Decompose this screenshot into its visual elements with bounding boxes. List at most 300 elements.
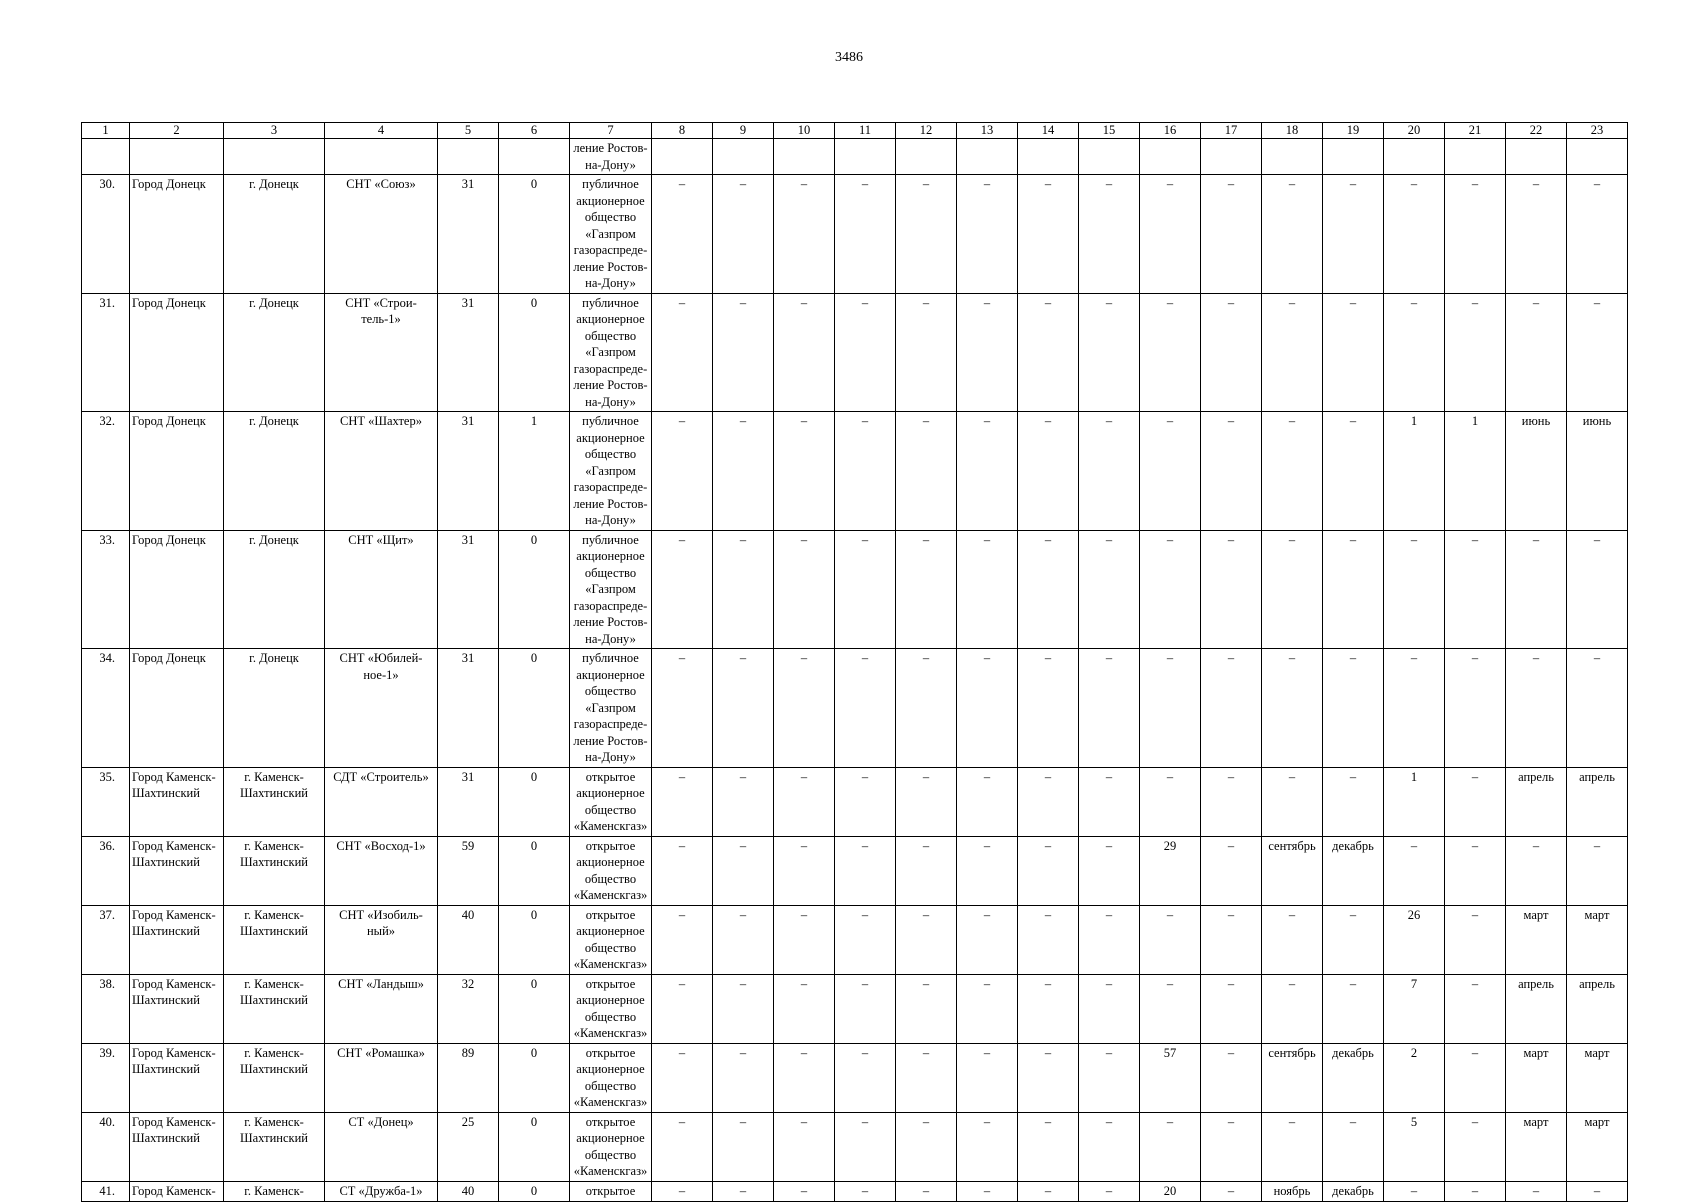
table-cell: 32 — [438, 974, 499, 1043]
column-header: 2 — [130, 123, 224, 139]
table-cell: – — [652, 412, 713, 531]
table-cell: – — [1201, 767, 1262, 836]
table-cell: СНТ «Ландыш» — [325, 974, 438, 1043]
table-cell: – — [1262, 905, 1323, 974]
table-cell: – — [774, 412, 835, 531]
table-cell: 0 — [499, 649, 570, 768]
table-cell: 31 — [438, 412, 499, 531]
table-cell: 0 — [499, 1181, 570, 1201]
table-cell: – — [713, 1043, 774, 1112]
table-cell: – — [774, 836, 835, 905]
column-header: 8 — [652, 123, 713, 139]
table-cell: – — [835, 293, 896, 412]
table-cell: – — [652, 1043, 713, 1112]
table-cell: апрель — [1506, 974, 1567, 1043]
table-cell: – — [957, 974, 1018, 1043]
table-cell: 39. — [82, 1043, 130, 1112]
table-cell: – — [835, 1181, 896, 1201]
table-row — [82, 1043, 1628, 1112]
table-cell: – — [957, 530, 1018, 649]
table-cell: апрель — [1506, 767, 1567, 836]
table-cell: – — [1567, 649, 1628, 768]
table-cell: – — [1262, 175, 1323, 294]
column-header: 18 — [1262, 123, 1323, 139]
table-row — [82, 836, 1628, 905]
table-cell: – — [1445, 1043, 1506, 1112]
table-cell: – — [1201, 175, 1262, 294]
table-cell: – — [1567, 836, 1628, 905]
table-cell: 1 — [1384, 412, 1445, 531]
table-cell: 57 — [1140, 1043, 1201, 1112]
table-cell: открытое акционерное общество «Каменскгаз» — [570, 974, 652, 1043]
table-row — [82, 293, 1628, 412]
table-cell: – — [896, 175, 957, 294]
column-header: 20 — [1384, 123, 1445, 139]
table-cell — [957, 139, 1018, 175]
table-cell: 35. — [82, 767, 130, 836]
table-cell: – — [957, 836, 1018, 905]
table-cell: 0 — [499, 175, 570, 294]
table-cell — [713, 139, 774, 175]
table-cell: 25 — [438, 1112, 499, 1181]
table-cell: – — [774, 974, 835, 1043]
table-cell: 37. — [82, 905, 130, 974]
table-cell: – — [1445, 175, 1506, 294]
table-cell: март — [1567, 1043, 1628, 1112]
column-header: 13 — [957, 123, 1018, 139]
table-cell: сентябрь — [1262, 1043, 1323, 1112]
table-cell: сентябрь — [1262, 836, 1323, 905]
table-cell: – — [896, 836, 957, 905]
table-cell: – — [1445, 767, 1506, 836]
table-cell: – — [1140, 412, 1201, 531]
table-cell: 41. — [82, 1181, 130, 1201]
table-cell: – — [896, 1112, 957, 1181]
table-cell: – — [957, 175, 1018, 294]
table-cell: – — [713, 412, 774, 531]
table-cell — [325, 139, 438, 175]
table-cell: публичное акционерное общество «Газпром газораспреде-ление Ростов-на-Дону» — [570, 412, 652, 531]
table-cell: СТ «Донец» — [325, 1112, 438, 1181]
table-cell: – — [835, 1112, 896, 1181]
table-cell: – — [1079, 1112, 1140, 1181]
table-cell: – — [713, 767, 774, 836]
table-cell: – — [774, 530, 835, 649]
table-cell — [835, 139, 896, 175]
table-cell: – — [896, 1043, 957, 1112]
table-cell: – — [835, 530, 896, 649]
table-cell — [1567, 139, 1628, 175]
table-cell: – — [1140, 905, 1201, 974]
table-cell: г. Донецк — [224, 649, 325, 768]
table-cell: – — [1201, 1181, 1262, 1201]
table-cell: – — [1079, 836, 1140, 905]
table-cell: – — [835, 412, 896, 531]
table-cell: – — [835, 767, 896, 836]
table-cell: 36. — [82, 836, 130, 905]
table-cell: 0 — [499, 1112, 570, 1181]
table-cell: Город Каменск-Шахтинский — [130, 1112, 224, 1181]
table-cell: – — [1445, 293, 1506, 412]
table-cell: – — [1079, 175, 1140, 294]
column-header: 6 — [499, 123, 570, 139]
table-cell: – — [1079, 1181, 1140, 1201]
table-cell: – — [957, 1112, 1018, 1181]
table-cell: – — [1506, 293, 1567, 412]
table-cell: апрель — [1567, 974, 1628, 1043]
table-cell: март — [1567, 905, 1628, 974]
table-cell: – — [774, 1112, 835, 1181]
table-cell: – — [835, 974, 896, 1043]
table-cell: – — [835, 1043, 896, 1112]
table-cell: – — [1445, 905, 1506, 974]
table-cell: 31 — [438, 175, 499, 294]
table-cell: 31 — [438, 293, 499, 412]
table-cell — [1201, 139, 1262, 175]
table-cell: декабрь — [1323, 1043, 1384, 1112]
table-cell: – — [1262, 412, 1323, 531]
table-cell: – — [1262, 530, 1323, 649]
table-cell: 1 — [1445, 412, 1506, 531]
table-cell: – — [1018, 974, 1079, 1043]
table-cell: 1 — [499, 412, 570, 531]
table-cell: – — [1323, 905, 1384, 974]
table-cell: 0 — [499, 905, 570, 974]
column-header: 21 — [1445, 123, 1506, 139]
table-cell: – — [1323, 412, 1384, 531]
table-row — [82, 767, 1628, 836]
table-cell: – — [774, 905, 835, 974]
table-cell: – — [896, 767, 957, 836]
table-cell: – — [1079, 412, 1140, 531]
table-row — [82, 530, 1628, 649]
table-cell — [224, 139, 325, 175]
table-cell: СНТ «Щит» — [325, 530, 438, 649]
table-cell: – — [1445, 1112, 1506, 1181]
table-cell: – — [1018, 836, 1079, 905]
table-cell: – — [1506, 530, 1567, 649]
table-cell: – — [713, 1112, 774, 1181]
table-cell: – — [896, 530, 957, 649]
table-cell: – — [652, 1181, 713, 1201]
table-cell: – — [1140, 767, 1201, 836]
table-cell: 0 — [499, 530, 570, 649]
column-header: 10 — [774, 123, 835, 139]
table-cell: – — [1445, 649, 1506, 768]
table-cell — [1018, 139, 1079, 175]
table-cell: – — [835, 836, 896, 905]
table-cell: декабрь — [1323, 1181, 1384, 1201]
table-cell: публичное акционерное общество «Газпром газораспреде-ление Ростов-на-Дону» — [570, 175, 652, 294]
table-cell: – — [1201, 293, 1262, 412]
header-row — [82, 123, 1628, 139]
table-cell: 20 — [1140, 1181, 1201, 1201]
table-cell: Город Донецк — [130, 649, 224, 768]
table-cell — [774, 139, 835, 175]
table-cell — [896, 139, 957, 175]
table-cell: 0 — [499, 974, 570, 1043]
table-cell: – — [713, 293, 774, 412]
table-cell: 40. — [82, 1112, 130, 1181]
table-cell: – — [713, 905, 774, 974]
table-cell — [1079, 139, 1140, 175]
table-cell: – — [1201, 905, 1262, 974]
column-header: 22 — [1506, 123, 1567, 139]
table-cell: публичное акционерное общество «Газпром газораспреде-ление Ростов-на-Дону» — [570, 293, 652, 412]
column-header: 7 — [570, 123, 652, 139]
table-cell: – — [1262, 293, 1323, 412]
table-cell: – — [652, 1112, 713, 1181]
page-number: 3486 — [835, 50, 863, 65]
table-cell: г. Донецк — [224, 412, 325, 531]
table-cell — [652, 139, 713, 175]
table-cell: – — [1201, 530, 1262, 649]
table-cell: – — [1323, 1112, 1384, 1181]
table-cell: – — [1262, 767, 1323, 836]
table-cell: – — [1567, 1181, 1628, 1201]
table-cell: – — [1384, 175, 1445, 294]
table-cell: – — [1201, 1112, 1262, 1181]
table-cell: – — [1018, 649, 1079, 768]
table-cell: – — [1140, 530, 1201, 649]
table-cell: – — [957, 649, 1018, 768]
table-cell: – — [713, 175, 774, 294]
table-cell: Город Каменск-Шахтинский — [130, 974, 224, 1043]
table-cell — [1506, 139, 1567, 175]
table-cell: – — [1079, 974, 1140, 1043]
table-cell: – — [1384, 649, 1445, 768]
table-cell: – — [1384, 293, 1445, 412]
table-cell: открытое акционерное общество «Каменскгаз» — [570, 1043, 652, 1112]
table-cell: г. Каменск-Шахтинский — [224, 905, 325, 974]
column-header: 11 — [835, 123, 896, 139]
table-cell: 7 — [1384, 974, 1445, 1043]
table-cell — [1384, 139, 1445, 175]
table-cell — [1262, 139, 1323, 175]
table-row — [82, 1112, 1628, 1181]
table-cell: 0 — [499, 1043, 570, 1112]
table-cell: г. Каменск- — [224, 1181, 325, 1201]
table-cell: – — [1323, 293, 1384, 412]
table-cell: – — [835, 649, 896, 768]
column-header: 3 — [224, 123, 325, 139]
table-cell — [82, 139, 130, 175]
table-cell: – — [957, 1181, 1018, 1201]
table-cell: – — [1201, 649, 1262, 768]
table-cell — [1323, 139, 1384, 175]
data-table — [81, 122, 1628, 1202]
table-cell — [1140, 139, 1201, 175]
table-cell: – — [652, 974, 713, 1043]
table-cell: – — [713, 974, 774, 1043]
table-cell: – — [1018, 293, 1079, 412]
table-cell: 40 — [438, 1181, 499, 1201]
table-cell: – — [835, 905, 896, 974]
table-cell: – — [1201, 836, 1262, 905]
table-cell: открытое акционерное общество «Каменскгаз» — [570, 1112, 652, 1181]
table-cell: – — [774, 649, 835, 768]
column-header: 17 — [1201, 123, 1262, 139]
table-cell: 2 — [1384, 1043, 1445, 1112]
table-cell: – — [1018, 1112, 1079, 1181]
table-cell: июнь — [1567, 412, 1628, 531]
table-cell: СНТ «Союз» — [325, 175, 438, 294]
table-cell — [499, 139, 570, 175]
table-cell: Город Донецк — [130, 293, 224, 412]
table-cell — [438, 139, 499, 175]
table-row — [82, 649, 1628, 768]
table-cell: декабрь — [1323, 836, 1384, 905]
table-cell: – — [1506, 1181, 1567, 1201]
table-cell: июнь — [1506, 412, 1567, 531]
table-cell: г. Каменск-Шахтинский — [224, 1112, 325, 1181]
table-cell: – — [1445, 530, 1506, 649]
table-cell: – — [774, 767, 835, 836]
table-cell: – — [957, 1043, 1018, 1112]
table-cell — [130, 139, 224, 175]
table-cell: 59 — [438, 836, 499, 905]
table-cell: апрель — [1567, 767, 1628, 836]
table-cell: Город Каменск-Шахтинский — [130, 836, 224, 905]
table-cell: – — [1384, 836, 1445, 905]
table-cell: 30. — [82, 175, 130, 294]
table-cell: – — [896, 974, 957, 1043]
table-cell: – — [1506, 649, 1567, 768]
table-cell: публичное акционерное общество «Газпром газораспреде-ление Ростов-на-Дону» — [570, 530, 652, 649]
table-cell: – — [957, 412, 1018, 531]
table-cell: – — [652, 649, 713, 768]
table-cell: – — [1323, 175, 1384, 294]
column-header: 1 — [82, 123, 130, 139]
table-cell: 38. — [82, 974, 130, 1043]
table-cell: 31 — [438, 649, 499, 768]
table-cell: – — [1323, 530, 1384, 649]
table-cell: г. Каменск-Шахтинский — [224, 836, 325, 905]
column-header: 14 — [1018, 123, 1079, 139]
table-cell: Город Донецк — [130, 530, 224, 649]
table-cell: – — [896, 412, 957, 531]
column-header: 12 — [896, 123, 957, 139]
table-cell: 26 — [1384, 905, 1445, 974]
table-cell: – — [1140, 649, 1201, 768]
table-cell: ноябрь — [1262, 1181, 1323, 1201]
table-cell: – — [713, 836, 774, 905]
table-cell: – — [896, 905, 957, 974]
table-cell: – — [1445, 974, 1506, 1043]
table-cell: – — [652, 905, 713, 974]
table-cell: – — [1018, 1181, 1079, 1201]
table-row — [82, 175, 1628, 294]
table-cell: – — [1079, 905, 1140, 974]
column-header: 4 — [325, 123, 438, 139]
table-cell: – — [1018, 905, 1079, 974]
table-cell: Город Каменск-Шахтинский — [130, 905, 224, 974]
table-cell: – — [957, 767, 1018, 836]
table-cell: 0 — [499, 767, 570, 836]
table-cell: – — [1323, 767, 1384, 836]
table-cell: – — [1262, 649, 1323, 768]
table-cell: 29 — [1140, 836, 1201, 905]
table-cell: г. Каменск-Шахтинский — [224, 974, 325, 1043]
table-cell: – — [652, 293, 713, 412]
table-cell: – — [1140, 1112, 1201, 1181]
table-cell: – — [1201, 412, 1262, 531]
table-row — [82, 974, 1628, 1043]
table-cell: СНТ «Юбилей-ное-1» — [325, 649, 438, 768]
table-cell: СНТ «Шахтер» — [325, 412, 438, 531]
table-cell: – — [774, 1181, 835, 1201]
table-cell: 31 — [438, 530, 499, 649]
table-cell: – — [1323, 974, 1384, 1043]
table-cell: – — [1018, 530, 1079, 649]
table-cell: – — [1262, 1112, 1323, 1181]
table-cell: – — [1018, 412, 1079, 531]
table-cell: г. Каменск-Шахтинский — [224, 767, 325, 836]
table-cell: – — [652, 836, 713, 905]
table-cell: март — [1506, 1112, 1567, 1181]
table-cell: – — [957, 905, 1018, 974]
table-cell: публичное акционерное общество «Газпром газораспреде-ление Ростов-на-Дону» — [570, 649, 652, 768]
table-cell: – — [896, 649, 957, 768]
table-cell: открытое акционерное общество «Каменскгаз» — [570, 905, 652, 974]
table-cell: 33. — [82, 530, 130, 649]
table-cell: – — [652, 175, 713, 294]
table-cell: Город Каменск-Шахтинский — [130, 1043, 224, 1112]
table-cell: СДТ «Строитель» — [325, 767, 438, 836]
table-cell: – — [1567, 175, 1628, 294]
table-cell: ление Ростов-на-Дону» — [570, 139, 652, 175]
table-cell: – — [835, 175, 896, 294]
table-cell: 31 — [438, 767, 499, 836]
table-cell: – — [1079, 293, 1140, 412]
table-cell: 40 — [438, 905, 499, 974]
table-cell: – — [1201, 974, 1262, 1043]
table-cell: – — [1018, 767, 1079, 836]
table-cell: март — [1506, 1043, 1567, 1112]
table-cell: Город Донецк — [130, 412, 224, 531]
table-cell: г. Донецк — [224, 293, 325, 412]
table-cell: – — [652, 530, 713, 649]
table-cell: – — [774, 1043, 835, 1112]
table-cell: – — [1445, 1181, 1506, 1201]
table-cell: – — [1140, 175, 1201, 294]
table-cell: – — [1018, 1043, 1079, 1112]
table-cell: СТ «Дружба-1» — [325, 1181, 438, 1201]
table-cell: – — [1567, 293, 1628, 412]
table-cell: открытое — [570, 1181, 652, 1201]
table-cell: – — [713, 649, 774, 768]
table-cell: – — [1140, 293, 1201, 412]
table-cell: – — [1262, 974, 1323, 1043]
table-row — [82, 1181, 1628, 1201]
table-cell: – — [1384, 530, 1445, 649]
table-cell: – — [1079, 1043, 1140, 1112]
column-header: 9 — [713, 123, 774, 139]
table-cell: – — [1079, 767, 1140, 836]
table-cell: г. Донецк — [224, 530, 325, 649]
table-cell: открытое акционерное общество «Каменскгаз» — [570, 836, 652, 905]
table-cell: СНТ «Изобиль-ный» — [325, 905, 438, 974]
table-cell: 31. — [82, 293, 130, 412]
table-cell: март — [1506, 905, 1567, 974]
table-cell: Город Каменск-Шахтинский — [130, 767, 224, 836]
table-cell: – — [1506, 836, 1567, 905]
table-cell: 89 — [438, 1043, 499, 1112]
table-row — [82, 139, 1628, 175]
column-header: 16 — [1140, 123, 1201, 139]
table-cell: – — [896, 1181, 957, 1201]
column-header: 5 — [438, 123, 499, 139]
